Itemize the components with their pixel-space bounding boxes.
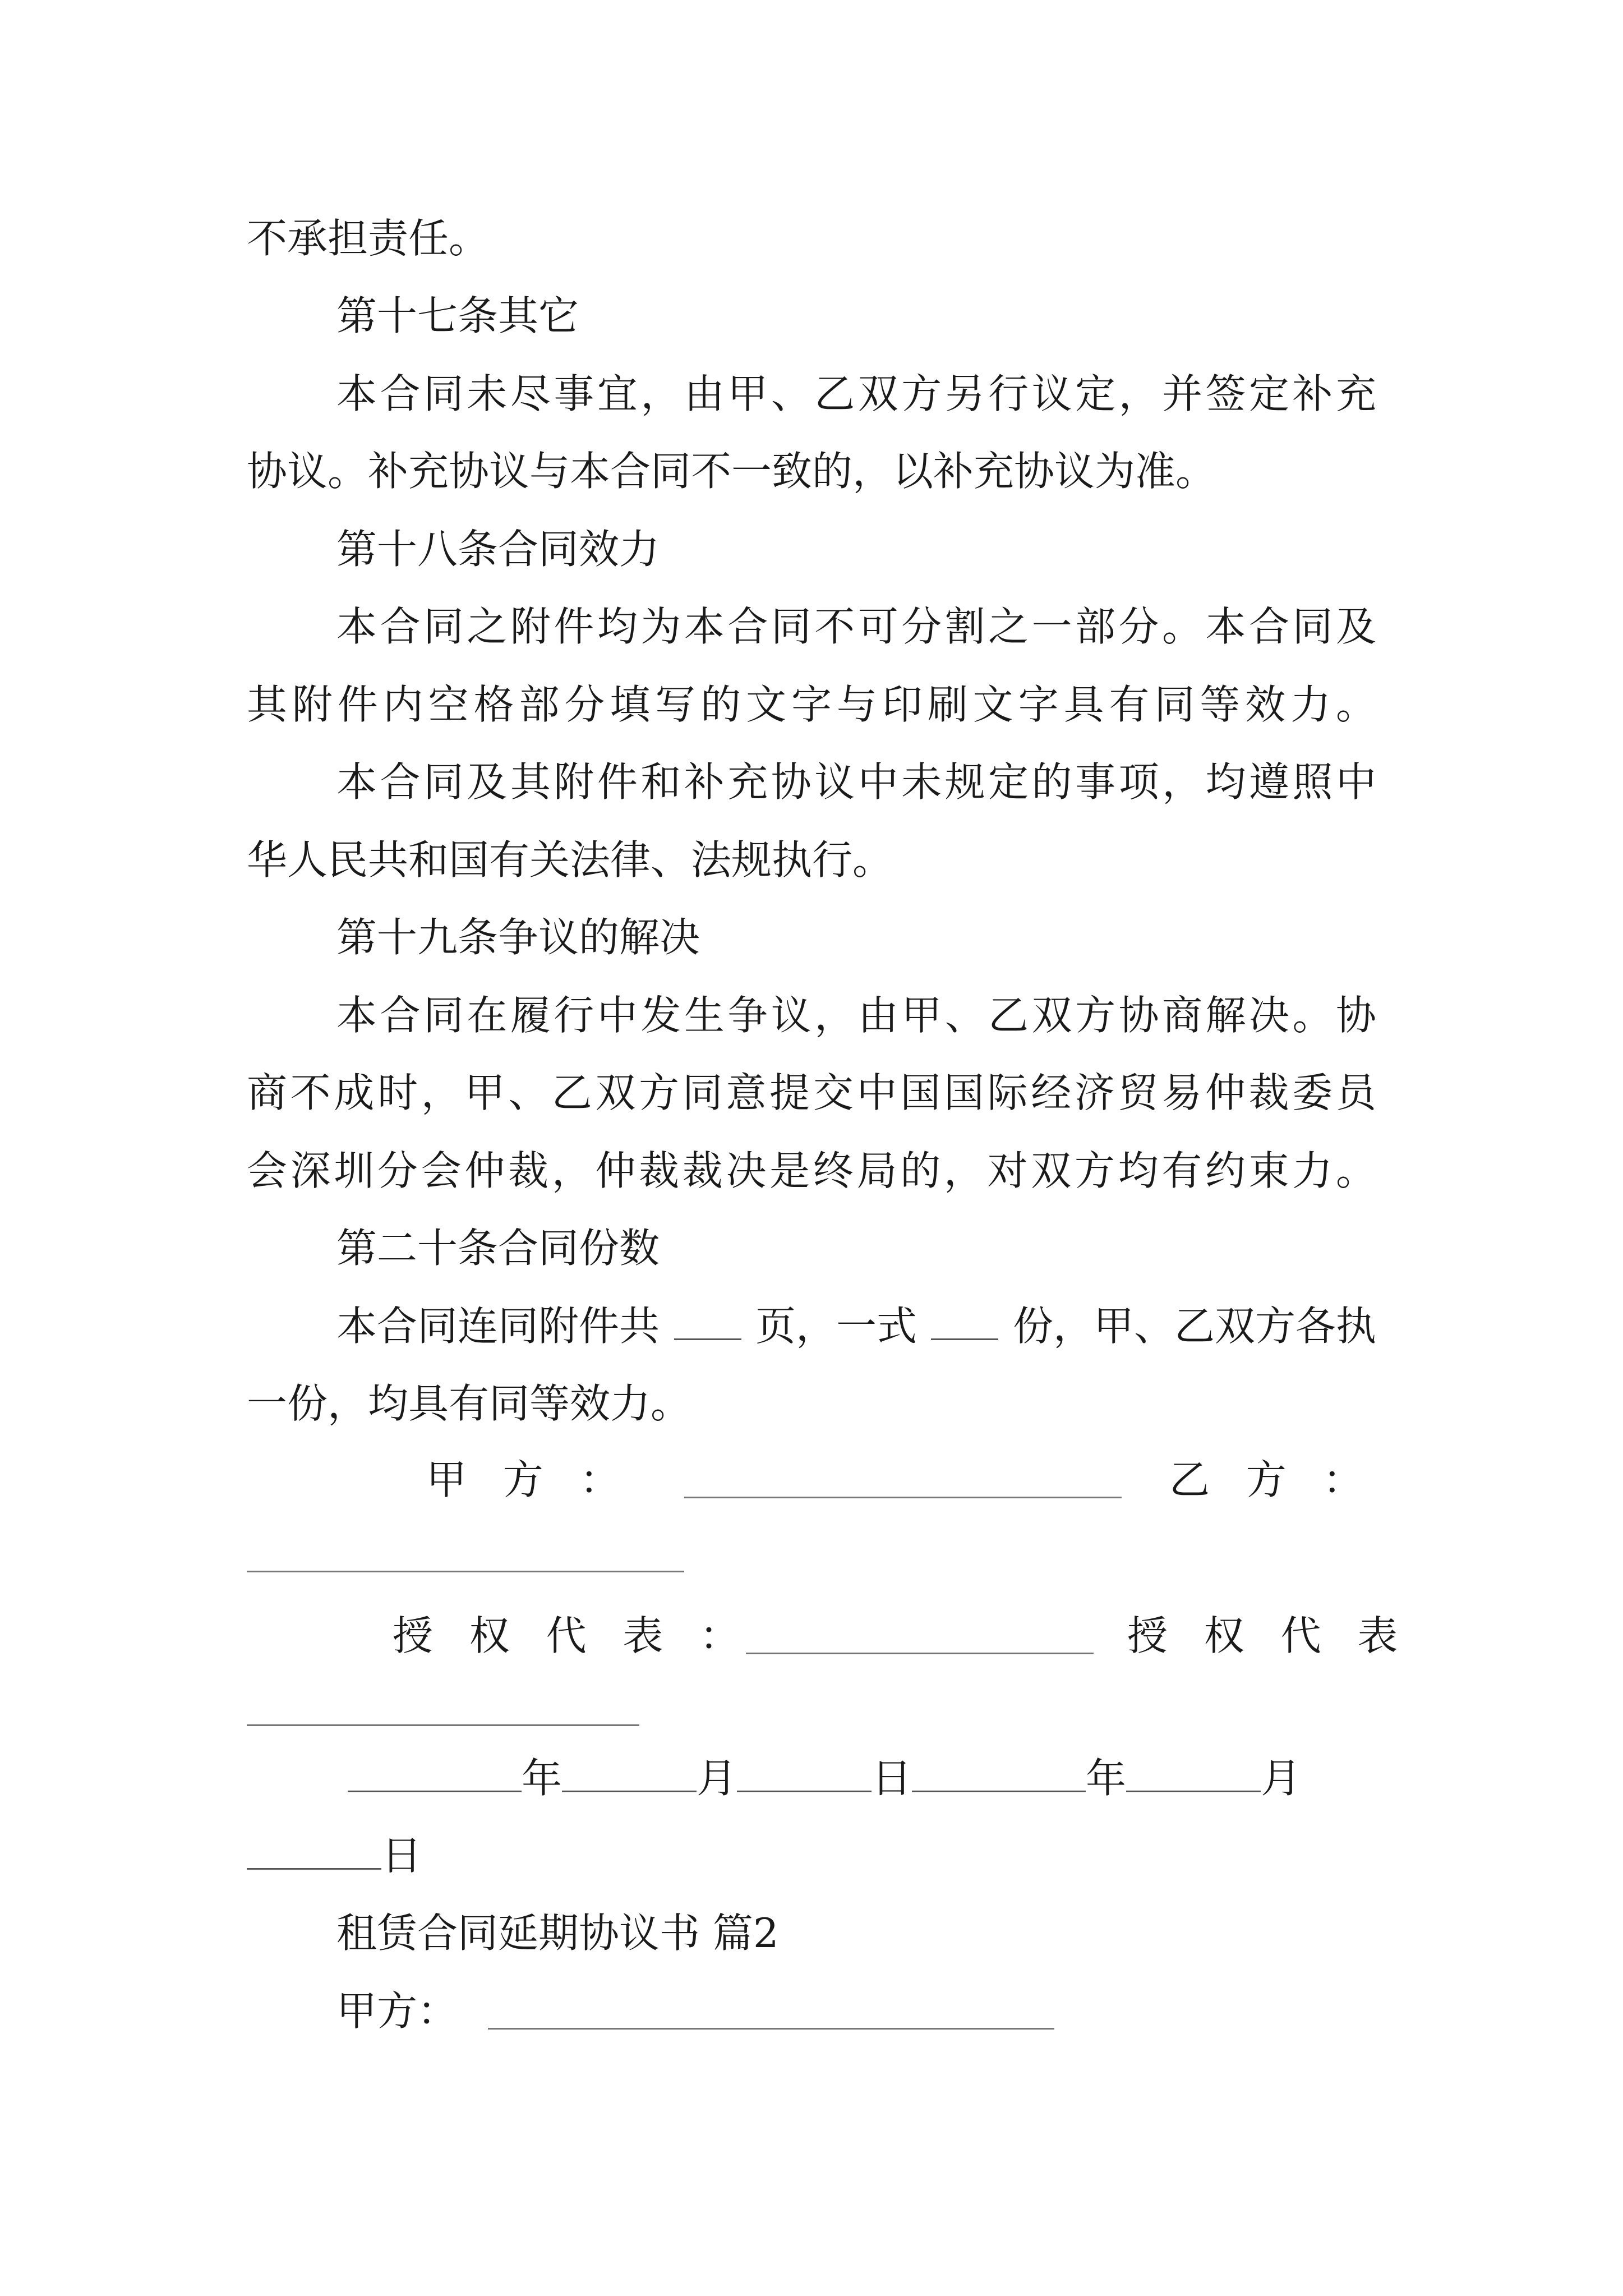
next-section-title: 租赁合同延期协议书 篇2	[336, 1910, 779, 1957]
day-b-blank[interactable]	[247, 1829, 381, 1870]
paragraph-line: 其附件内空格部分填写的文字与印刷文字具有同等效力。	[247, 681, 1376, 728]
day-a-blank[interactable]	[737, 1751, 872, 1792]
party-b-label: 乙方：	[1169, 1456, 1400, 1503]
next-party-a-label: 甲方：	[336, 1987, 458, 2035]
copies-text-2: 页，一式	[755, 1303, 917, 1350]
month-a-blank[interactable]	[562, 1751, 697, 1792]
party-a-signature-line[interactable]	[684, 1497, 1122, 1498]
section-heading: 第二十条合同份数	[336, 1225, 660, 1272]
pages-blank[interactable]	[674, 1299, 741, 1340]
paragraph-line: 本合同之附件均为本合同不可分割之一部分。本合同及	[336, 603, 1376, 650]
paragraph-line: 协议。补充协议与本合同不一致的，以补充协议为准。	[247, 448, 1216, 495]
party-b-signature-line[interactable]	[247, 1571, 684, 1572]
rep-b-label: 授权代表	[1127, 1612, 1435, 1659]
rep-a-signature-line[interactable]	[746, 1653, 1094, 1654]
paragraph-line: 华人民共和国有关法律、法规执行。	[247, 836, 893, 884]
party-a-label: 甲方：	[426, 1456, 657, 1503]
year-a-label: 年	[522, 1755, 562, 1802]
section-heading: 第十八条合同效力	[336, 526, 660, 573]
rep-b-signature-line[interactable]	[247, 1724, 639, 1726]
copies-blank[interactable]	[931, 1299, 998, 1340]
section-heading: 第十七条其它	[336, 292, 579, 339]
month-a-label: 月	[697, 1755, 737, 1802]
copies-text-3: 份，甲、乙双方各执	[1012, 1303, 1376, 1350]
date-line-a	[348, 1750, 1376, 1806]
copies-line	[336, 1298, 1376, 1354]
year-b-blank[interactable]	[912, 1751, 1086, 1792]
copies-text-1: 本合同连同附件共	[336, 1303, 660, 1350]
paragraph-line: 本合同及其附件和补充协议中未规定的事项，均遵照中	[336, 758, 1376, 806]
paragraph-line: 商不成时，甲、乙双方同意提交中国国际经济贸易仲裁委员	[247, 1069, 1376, 1116]
date-line-b	[247, 1828, 1376, 1884]
year-a-blank[interactable]	[348, 1751, 522, 1792]
next-party-a-signature-line[interactable]	[488, 2028, 1054, 2030]
section-heading: 第十九条争议的解决	[336, 914, 700, 961]
rep-a-label: 授权代表：	[393, 1612, 777, 1659]
month-b-label: 月	[1261, 1755, 1302, 1802]
year-b-label: 年	[1086, 1755, 1127, 1802]
paragraph-line: 一份，均具有同等效力。	[247, 1380, 691, 1427]
paragraph-line: 不承担责任。	[247, 215, 490, 262]
paragraph-line: 本合同未尽事宜，由甲、乙双方另行议定，并签定补充	[336, 370, 1376, 417]
paragraph-line: 会深圳分会仲裁，仲裁裁决是终局的，对双方均有约束力。	[247, 1147, 1376, 1194]
paragraph-line: 本合同在履行中发生争议，由甲、乙双方协商解决。协	[336, 992, 1376, 1039]
month-b-blank[interactable]	[1126, 1751, 1261, 1792]
day-b-label: 日	[381, 1832, 422, 1879]
day-a-label: 日	[872, 1755, 912, 1802]
